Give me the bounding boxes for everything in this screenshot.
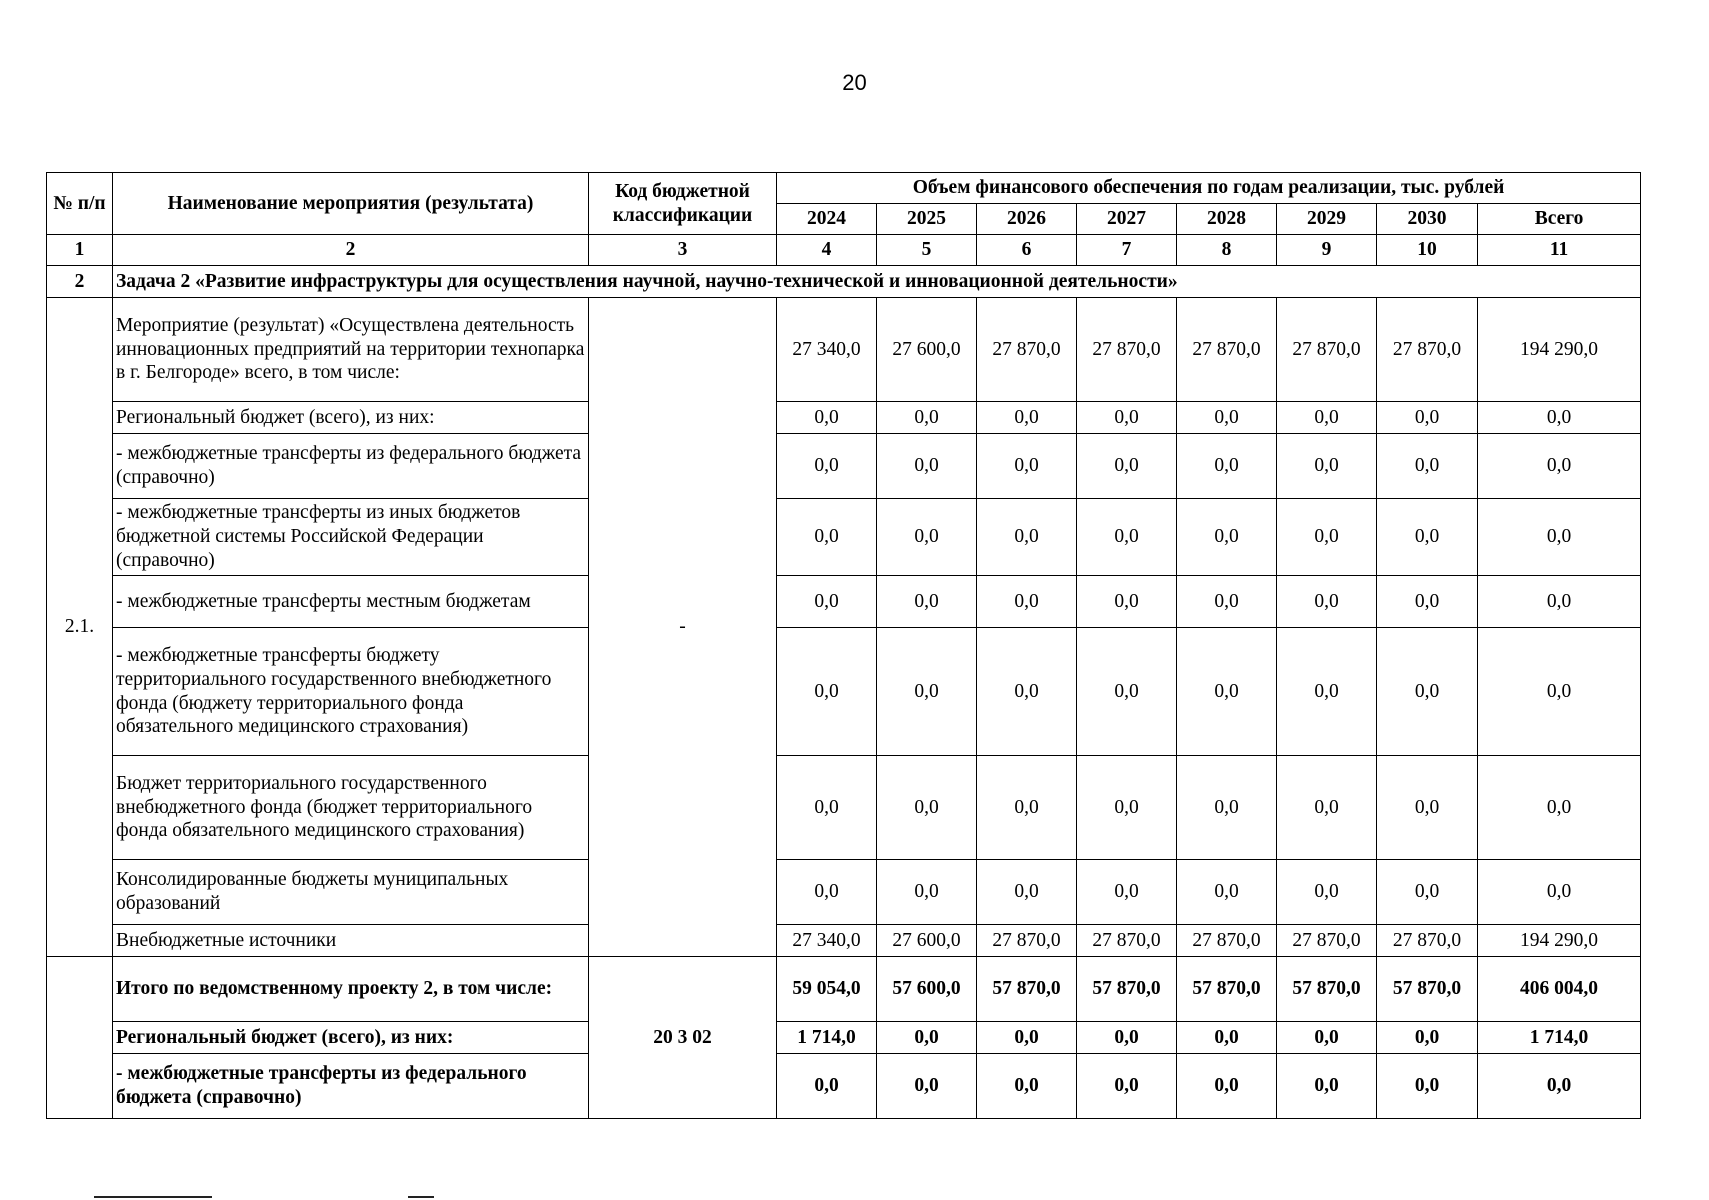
table-row <box>47 925 1641 957</box>
cell-value: 0,0 <box>777 402 877 434</box>
cell-value: 0,0 <box>1377 499 1478 576</box>
total-row <box>47 1054 1641 1119</box>
cell-value: 0,0 <box>1377 402 1478 434</box>
row-name: Итого по ведомственному проекту 2, в том числе: <box>113 957 589 1022</box>
cell-total: 1 714,0 <box>1478 1022 1641 1054</box>
cell-value: 0,0 <box>1377 860 1478 925</box>
cell-value: 0,0 <box>877 434 977 499</box>
cell-value: 57 870,0 <box>1077 957 1177 1022</box>
cell-total: 194 290,0 <box>1478 298 1641 402</box>
cell-value: 1 714,0 <box>777 1022 877 1054</box>
cell-value: 0,0 <box>877 628 977 756</box>
cell-value: 27 870,0 <box>1277 298 1377 402</box>
header-row-1 <box>47 173 1641 204</box>
header-year: 2027 <box>1077 204 1177 235</box>
cell-value: 0,0 <box>777 576 877 628</box>
row-name: - межбюджетные трансферты из федерального бюджета (справочно) <box>113 1054 589 1119</box>
column-index: 3 <box>589 235 777 266</box>
cell-value: 0,0 <box>1277 628 1377 756</box>
header-code: Код бюджетной классификации <box>589 173 777 235</box>
measure-num: 2.1. <box>47 298 113 957</box>
column-index: 5 <box>877 235 977 266</box>
cell-value: 0,0 <box>777 860 877 925</box>
cell-value: 0,0 <box>877 1054 977 1119</box>
cell-value: 0,0 <box>777 499 877 576</box>
cell-value: 0,0 <box>1177 434 1277 499</box>
cell-value: 0,0 <box>877 756 977 860</box>
cell-value: 0,0 <box>1177 860 1277 925</box>
cell-value: 0,0 <box>877 576 977 628</box>
row-name: Мероприятие (результат) «Осуществлена деятельность инновационных предприятий на территории технопарка в г. Белгороде» всего, в том числе: <box>113 298 589 402</box>
row-name: - межбюджетные трансферты бюджету территориального государственного внебюджетного фонда (бюджету территориального фонда обязательного медицинского страхования) <box>113 628 589 756</box>
task-num: 2 <box>47 266 113 298</box>
cell-value: 0,0 <box>1277 434 1377 499</box>
header-total: Всего <box>1478 204 1641 235</box>
table-row <box>47 434 1641 499</box>
header-year: 2029 <box>1277 204 1377 235</box>
column-index: 4 <box>777 235 877 266</box>
row-name: - межбюджетные трансферты из иных бюджетов бюджетной системы Российской Федерации (справочно) <box>113 499 589 576</box>
row-name: Бюджет территориального государственного внебюджетного фонда (бюджет территориального фонда обязательного медицинского страхования) <box>113 756 589 860</box>
cell-value: 0,0 <box>877 402 977 434</box>
cell-total: 0,0 <box>1478 434 1641 499</box>
cell-value: 27 870,0 <box>1377 298 1478 402</box>
cell-value: 27 870,0 <box>1277 925 1377 957</box>
cell-value: 0,0 <box>877 499 977 576</box>
row-name: - межбюджетные трансферты местным бюджетам <box>113 576 589 628</box>
header-year: 2028 <box>1177 204 1277 235</box>
cell-value: 0,0 <box>1177 499 1277 576</box>
cell-total: 0,0 <box>1478 402 1641 434</box>
cell-value: 27 870,0 <box>1077 925 1177 957</box>
cell-value: 0,0 <box>1077 860 1177 925</box>
column-index: 7 <box>1077 235 1177 266</box>
cell-total: 0,0 <box>1478 576 1641 628</box>
cell-value: 0,0 <box>777 1054 877 1119</box>
cell-value: 0,0 <box>1377 434 1478 499</box>
scan-artifact-line <box>94 1196 212 1198</box>
column-index: 11 <box>1478 235 1641 266</box>
financing-table <box>46 172 1641 1119</box>
header-num: № п/п <box>47 173 113 235</box>
cell-value: 0,0 <box>1377 576 1478 628</box>
header-year: 2030 <box>1377 204 1478 235</box>
total-row <box>47 1022 1641 1054</box>
table-row <box>47 576 1641 628</box>
cell-value: 57 870,0 <box>977 957 1077 1022</box>
cell-value: 0,0 <box>977 576 1077 628</box>
column-index: 2 <box>113 235 589 266</box>
cell-value: 0,0 <box>777 756 877 860</box>
total-num <box>47 957 113 1119</box>
cell-value: 57 870,0 <box>1177 957 1277 1022</box>
cell-value: 0,0 <box>1077 1054 1177 1119</box>
cell-total: 194 290,0 <box>1478 925 1641 957</box>
cell-value: 0,0 <box>1377 628 1478 756</box>
table-row <box>47 628 1641 756</box>
cell-value: 0,0 <box>1277 576 1377 628</box>
cell-value: 0,0 <box>1077 628 1177 756</box>
cell-value: 0,0 <box>977 1022 1077 1054</box>
header-volume: Объем финансового обеспечения по годам реализации, тыс. рублей <box>777 173 1641 204</box>
cell-total: 0,0 <box>1478 756 1641 860</box>
header-index-row <box>47 235 1641 266</box>
cell-value: 0,0 <box>1277 756 1377 860</box>
cell-value: 0,0 <box>1077 499 1177 576</box>
cell-value: 27 340,0 <box>777 298 877 402</box>
cell-value: 27 600,0 <box>877 298 977 402</box>
table-row <box>47 756 1641 860</box>
column-index: 10 <box>1377 235 1478 266</box>
cell-value: 0,0 <box>1077 756 1177 860</box>
total-row <box>47 957 1641 1022</box>
scan-artifact-line <box>408 1196 434 1198</box>
table-row <box>47 860 1641 925</box>
cell-value: 0,0 <box>1077 576 1177 628</box>
cell-total: 0,0 <box>1478 499 1641 576</box>
cell-value: 57 600,0 <box>877 957 977 1022</box>
cell-value: 27 870,0 <box>977 298 1077 402</box>
cell-value: 0,0 <box>1177 1022 1277 1054</box>
task-row <box>47 266 1641 298</box>
cell-value: 0,0 <box>1177 576 1277 628</box>
cell-value: 0,0 <box>977 756 1077 860</box>
cell-total: 0,0 <box>1478 860 1641 925</box>
header-year: 2026 <box>977 204 1077 235</box>
cell-value: 0,0 <box>977 434 1077 499</box>
cell-value: 0,0 <box>1177 402 1277 434</box>
cell-value: 0,0 <box>1277 1022 1377 1054</box>
cell-value: 57 870,0 <box>1277 957 1377 1022</box>
cell-value: 27 870,0 <box>1177 925 1277 957</box>
cell-value: 0,0 <box>1077 402 1177 434</box>
cell-value: 59 054,0 <box>777 957 877 1022</box>
cell-value: 0,0 <box>1377 1022 1478 1054</box>
header-name: Наименование мероприятия (результата) <box>113 173 589 235</box>
cell-value: 0,0 <box>1077 1022 1177 1054</box>
cell-value: 0,0 <box>1177 1054 1277 1119</box>
cell-value: 0,0 <box>777 628 877 756</box>
measure-code: - <box>589 298 777 957</box>
column-index: 8 <box>1177 235 1277 266</box>
table-row <box>47 402 1641 434</box>
cell-value: 27 870,0 <box>1377 925 1478 957</box>
row-name: Региональный бюджет (всего), из них: <box>113 402 589 434</box>
cell-value: 0,0 <box>1277 1054 1377 1119</box>
row-name: - межбюджетные трансферты из федерального бюджета (справочно) <box>113 434 589 499</box>
cell-value: 0,0 <box>1377 1054 1478 1119</box>
cell-value: 0,0 <box>877 1022 977 1054</box>
cell-value: 0,0 <box>1077 434 1177 499</box>
header-year: 2024 <box>777 204 877 235</box>
cell-value: 0,0 <box>1277 499 1377 576</box>
total-code: 20 3 02 <box>589 957 777 1119</box>
table-row <box>47 499 1641 576</box>
cell-value: 0,0 <box>1277 402 1377 434</box>
cell-value: 0,0 <box>977 402 1077 434</box>
table-row <box>47 298 1641 402</box>
cell-total: 406 004,0 <box>1478 957 1641 1022</box>
cell-value: 0,0 <box>1177 628 1277 756</box>
cell-value: 0,0 <box>1277 860 1377 925</box>
cell-value: 27 870,0 <box>1077 298 1177 402</box>
task-title: Задача 2 «Развитие инфраструктуры для осуществления научной, научно-технической и инновационной деятельности» <box>113 266 1641 298</box>
column-index: 1 <box>47 235 113 266</box>
cell-value: 0,0 <box>977 628 1077 756</box>
cell-value: 57 870,0 <box>1377 957 1478 1022</box>
cell-value: 27 870,0 <box>977 925 1077 957</box>
cell-value: 0,0 <box>1177 756 1277 860</box>
row-name: Консолидированные бюджеты муниципальных образований <box>113 860 589 925</box>
cell-value: 27 340,0 <box>777 925 877 957</box>
cell-value: 0,0 <box>777 434 877 499</box>
row-name: Внебюджетные источники <box>113 925 589 957</box>
column-index: 9 <box>1277 235 1377 266</box>
cell-value: 0,0 <box>977 1054 1077 1119</box>
cell-value: 0,0 <box>877 860 977 925</box>
cell-value: 27 870,0 <box>1177 298 1277 402</box>
header-year: 2025 <box>877 204 977 235</box>
cell-value: 0,0 <box>977 499 1077 576</box>
column-index: 6 <box>977 235 1077 266</box>
cell-value: 0,0 <box>1377 756 1478 860</box>
row-name: Региональный бюджет (всего), из них: <box>113 1022 589 1054</box>
cell-value: 0,0 <box>977 860 1077 925</box>
cell-value: 27 600,0 <box>877 925 977 957</box>
cell-total: 0,0 <box>1478 628 1641 756</box>
cell-total: 0,0 <box>1478 1054 1641 1119</box>
page-number: 20 <box>842 70 867 95</box>
